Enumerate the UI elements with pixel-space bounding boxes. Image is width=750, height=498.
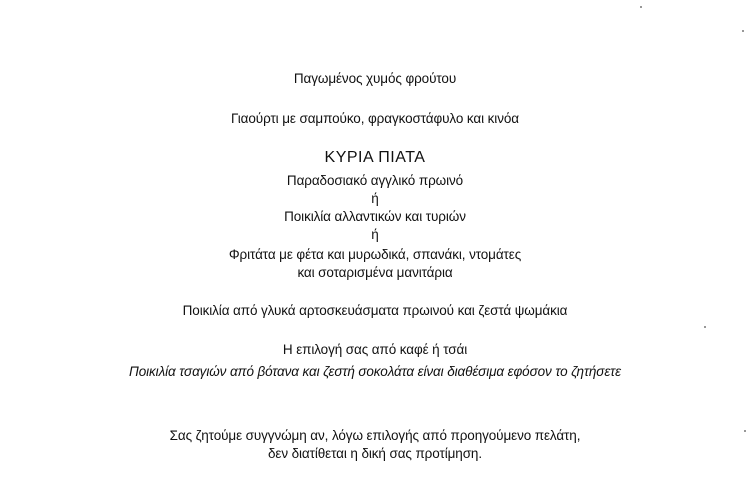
section-title-main-courses: ΚΥΡΙΑ ΠΙΑΤΑ (324, 149, 426, 166)
menu-item-frittata-line2: και σοταρισμένα μανιτάρια (297, 265, 453, 280)
menu-item-pastries: Ποικιλία από γλυκά αρτοσκευάσματα πρωινού και ζεστά ψωμάκια (182, 303, 568, 318)
menu-item-cold-cuts: Ποικιλία αλλαντικών και τυριών (284, 209, 466, 224)
menu-item-yogurt: Γιαούρτι με σαμπούκο, φραγκοστάφυλο και κινόα (231, 111, 519, 126)
scan-speck (744, 430, 746, 432)
scan-speck (640, 6, 642, 8)
menu-item-frozen-juice: Παγωμένος χυμός φρούτου (293, 71, 457, 86)
scan-speck (704, 326, 706, 328)
menu-item-frittata-line1: Φριτάτα με φέτα και μυρωδικά, σπανάκι, ντομάτες (228, 247, 522, 262)
scan-speck (742, 30, 744, 32)
menu-or-separator-2: ή (371, 227, 379, 242)
menu-or-separator-1: ή (371, 191, 379, 206)
apology-note-line2: δεν διατίθεται η δική σας προτίμηση. (267, 446, 482, 461)
menu-note-herbal-teas: Ποικιλία τσαγιών από βότανα και ζεστή σοκολάτα είναι διαθέσιμα εφόσον το ζητήσετε (129, 364, 621, 379)
menu-item-coffee-tea: Η επιλογή σας από καφέ ή τσάι (282, 342, 468, 357)
apology-note-line1: Σας ζητούμε συγγνώμη αν, λόγω επιλογής από προηγούμενο πελάτη, (169, 428, 581, 443)
menu-item-english-breakfast: Παραδοσιακό αγγλικό πρωινό (286, 173, 464, 188)
